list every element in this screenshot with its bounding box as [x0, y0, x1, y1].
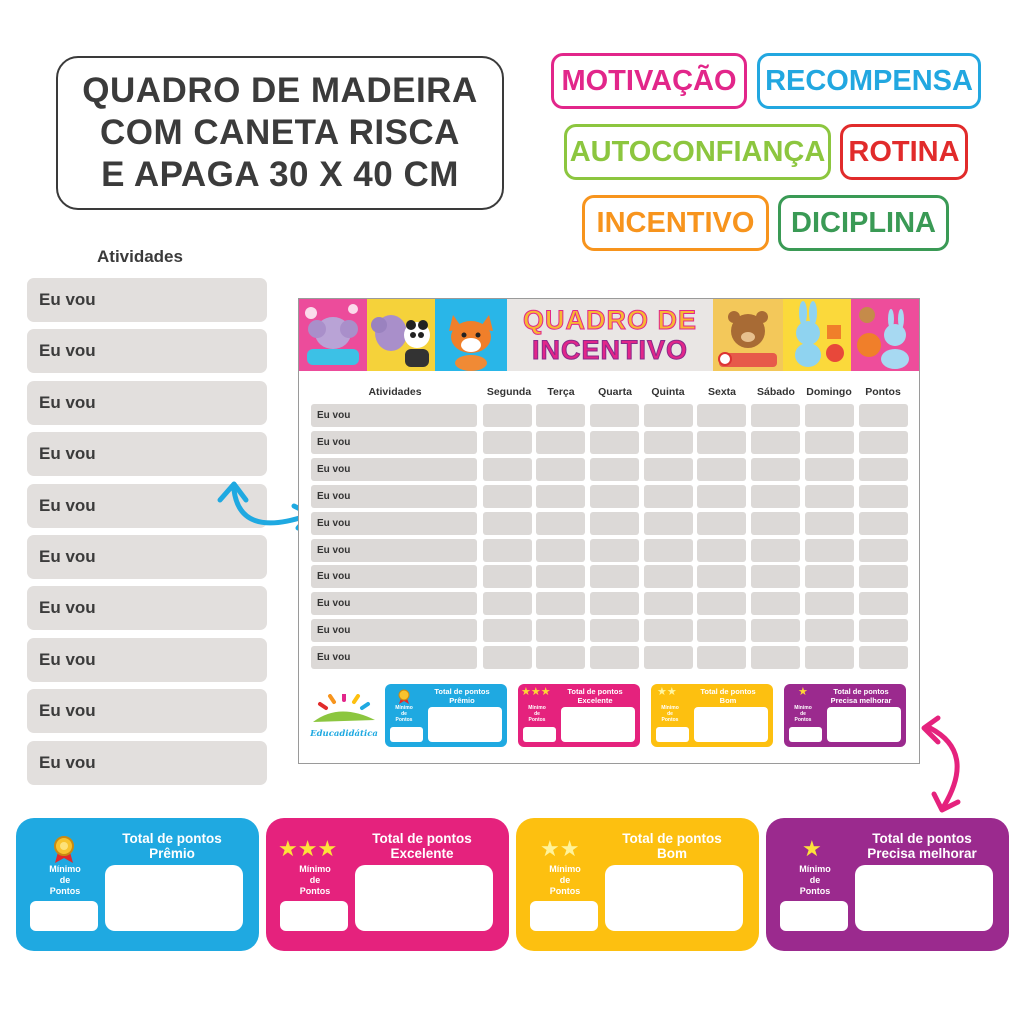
column-header: Domingo: [806, 386, 852, 398]
fox-illustration-icon: [435, 299, 507, 371]
board-cell[interactable]: [697, 619, 746, 642]
board-activity-row[interactable]: Eu vou: [311, 646, 477, 669]
mini-min-label-2: de: [401, 711, 407, 717]
board-cell[interactable]: [697, 512, 746, 535]
board-cell[interactable]: [483, 539, 532, 562]
board-cell[interactable]: [644, 458, 693, 481]
board-cell[interactable]: [805, 431, 854, 454]
min-label-2: de: [559, 875, 571, 885]
board-cell[interactable]: [483, 646, 532, 669]
board-cell[interactable]: [536, 646, 585, 669]
min-label-3: Pontos: [299, 886, 331, 896]
double-arrow-pink-icon: [916, 712, 976, 816]
mini-card-precisa-melhorar: [784, 684, 906, 747]
mini-min-label-3: Pontos: [395, 717, 413, 723]
min-label-1: Mínimo: [299, 864, 331, 874]
mini-card-subtitle: Bom: [719, 695, 737, 705]
side-list-heading: Atividades: [97, 247, 183, 266]
board-activity-row[interactable]: Eu vou: [311, 485, 477, 508]
mini-total-points-box[interactable]: [561, 707, 635, 742]
board-cell[interactable]: [483, 458, 532, 481]
board-cell[interactable]: [751, 458, 800, 481]
board-cell[interactable]: [590, 539, 639, 562]
min-points-box[interactable]: [280, 901, 348, 931]
column-header: Terça: [547, 386, 575, 398]
board-cell[interactable]: [751, 619, 800, 642]
board-activity-row[interactable]: Eu vou: [311, 512, 477, 535]
mini-min-points-box[interactable]: [656, 727, 689, 742]
min-points-box[interactable]: [30, 901, 98, 931]
card-title-1: Total de pontos: [372, 831, 472, 846]
animals-group-illustration-icon: [851, 299, 919, 371]
board-activity-row[interactable]: Eu vou: [311, 619, 477, 642]
board-cell[interactable]: [859, 619, 908, 642]
board-cell[interactable]: [805, 592, 854, 615]
three-stars-icon: ★★★: [278, 836, 338, 861]
board-cell[interactable]: [697, 404, 746, 427]
mini-card-subtitle: Prêmio: [449, 695, 475, 705]
card-premio: [16, 818, 259, 951]
board-cell[interactable]: [805, 646, 854, 669]
board-cell[interactable]: [590, 512, 639, 535]
board-cell[interactable]: [483, 485, 532, 508]
board-activity-row[interactable]: Eu vou: [311, 431, 477, 454]
column-header: Sexta: [707, 386, 737, 398]
product-title-box: [56, 56, 504, 210]
total-points-box[interactable]: [355, 865, 493, 931]
board-cell[interactable]: [751, 592, 800, 615]
min-label-2: de: [809, 875, 821, 885]
min-label-1: Mínimo: [799, 864, 831, 874]
mini-min-label-3: Pontos: [661, 717, 679, 723]
board-cell[interactable]: [859, 458, 908, 481]
tag-rotina: ROTINA: [840, 124, 968, 180]
board-cell[interactable]: [536, 592, 585, 615]
board-activity-row[interactable]: Eu vou: [311, 458, 477, 481]
mini-min-points-box[interactable]: [789, 727, 822, 742]
side-activity-row[interactable]: Eu vou: [27, 741, 267, 785]
board-cell[interactable]: [590, 431, 639, 454]
min-label-1: Mínimo: [49, 864, 81, 874]
min-label-3: Pontos: [799, 886, 831, 896]
tag-motivacao: MOTIVAÇÃO: [551, 53, 747, 109]
board-cell[interactable]: [644, 646, 693, 669]
min-label-3: Pontos: [49, 886, 81, 896]
board-cell[interactable]: [483, 431, 532, 454]
board-cell[interactable]: [483, 565, 532, 588]
board-title: [507, 303, 713, 367]
board-activity-row[interactable]: Eu vou: [311, 539, 477, 562]
board-activity-row[interactable]: Eu vou: [311, 565, 477, 588]
board-cell[interactable]: [859, 565, 908, 588]
board-cell[interactable]: [644, 619, 693, 642]
sun-hill-logo-icon: [309, 694, 379, 724]
three-stars-icon: ★★★: [521, 686, 551, 698]
board-cell[interactable]: [536, 565, 585, 588]
board-cell[interactable]: [805, 485, 854, 508]
total-points-box[interactable]: [105, 865, 243, 931]
tag-autoconfianca: AUTOCONFIANÇA: [564, 124, 831, 180]
board-cell[interactable]: [536, 485, 585, 508]
card-title-1: Total de pontos: [122, 831, 222, 846]
medal-icon: [397, 688, 411, 704]
board-cell[interactable]: [483, 404, 532, 427]
board-cell[interactable]: [751, 646, 800, 669]
board-cell[interactable]: [590, 592, 639, 615]
mini-card-premio: [385, 684, 507, 747]
min-label-1: Mínimo: [549, 864, 581, 874]
side-activity-row[interactable]: Eu vou: [27, 535, 267, 579]
board-cell[interactable]: [751, 404, 800, 427]
min-points-box[interactable]: [780, 901, 848, 931]
card-subtitle: Prêmio: [149, 846, 195, 861]
incentive-board: [298, 298, 920, 764]
one-star-icon: ★: [798, 686, 808, 698]
min-label-3: Pontos: [549, 886, 581, 896]
mini-min-label-2: de: [800, 711, 806, 717]
board-cell[interactable]: [536, 512, 585, 535]
column-header: Pontos: [865, 386, 901, 398]
mini-card-subtitle: Precisa melhorar: [830, 695, 892, 705]
total-points-box[interactable]: [855, 865, 993, 931]
board-cell[interactable]: [751, 485, 800, 508]
board-cell[interactable]: [859, 539, 908, 562]
bear-bed-illustration-icon: [713, 299, 783, 371]
card-title-1: Total de pontos: [622, 831, 722, 846]
card-excelente: [266, 818, 509, 951]
board-cell[interactable]: [751, 565, 800, 588]
mini-card-subtitle: Excelente: [577, 695, 613, 705]
side-activity-row[interactable]: Eu vou: [27, 586, 267, 630]
min-label-2: de: [59, 875, 71, 885]
bunny-toys-illustration-icon: [783, 299, 851, 371]
two-stars-icon: ★★: [540, 836, 580, 861]
mini-card-title-1: Total de pontos: [700, 687, 756, 696]
board-cell[interactable]: [697, 431, 746, 454]
side-activity-row[interactable]: Eu vou: [27, 432, 267, 476]
board-cell[interactable]: [590, 485, 639, 508]
board-cell[interactable]: [644, 431, 693, 454]
board-cell[interactable]: [536, 458, 585, 481]
board-cell[interactable]: [483, 512, 532, 535]
tag-diciplina: DICIPLINA: [778, 195, 949, 251]
card-subtitle: Excelente: [390, 846, 454, 861]
tag-incentivo: INCENTIVO: [582, 195, 769, 251]
title-line-1: QUADRO DE MADEIRA: [82, 71, 478, 110]
board-banner: [299, 299, 919, 371]
mini-card-title-1: Total de pontos: [833, 687, 889, 696]
mini-min-label-1: Mínimo: [794, 705, 812, 711]
card-subtitle: Precisa melhorar: [867, 846, 977, 861]
board-cell[interactable]: [644, 404, 693, 427]
mini-min-label-1: Mínimo: [661, 705, 679, 711]
side-activity-row[interactable]: Eu vou: [27, 484, 267, 528]
column-header: Quarta: [598, 386, 632, 398]
board-title-line-1: QUADRO DE: [522, 305, 697, 335]
board-cell[interactable]: [483, 592, 532, 615]
column-header: Atividades: [368, 386, 422, 398]
side-activity-row[interactable]: Eu vou: [27, 638, 267, 682]
board-activity-row[interactable]: Eu vou: [311, 404, 477, 427]
side-activity-row[interactable]: Eu vou: [27, 689, 267, 733]
card-subtitle: Bom: [657, 846, 687, 861]
mini-card-title-1: Total de pontos: [567, 687, 623, 696]
board-cell[interactable]: [536, 404, 585, 427]
mini-min-points-box[interactable]: [390, 727, 423, 742]
side-activity-row[interactable]: Eu vou: [27, 381, 267, 425]
column-header: Sábado: [757, 386, 795, 398]
board-cell[interactable]: [805, 565, 854, 588]
board-cell[interactable]: [805, 512, 854, 535]
title-line-2: COM CANETA RISCA: [100, 113, 460, 152]
elephant-panda-illustration-icon: [367, 299, 435, 371]
board-cell[interactable]: [697, 592, 746, 615]
card-bom: [516, 818, 759, 951]
board-cell[interactable]: [644, 565, 693, 588]
board-cell[interactable]: [805, 539, 854, 562]
board-cell[interactable]: [697, 539, 746, 562]
board-cell[interactable]: [805, 404, 854, 427]
total-points-box[interactable]: [605, 865, 743, 931]
board-cell[interactable]: [805, 458, 854, 481]
board-cell[interactable]: [751, 539, 800, 562]
board-cell[interactable]: [751, 512, 800, 535]
educadidatica-logo: [309, 694, 379, 740]
board-title-line-2: INCENTIVO: [531, 335, 688, 365]
board-cell[interactable]: [859, 485, 908, 508]
board-activity-row[interactable]: Eu vou: [311, 592, 477, 615]
column-header: Segunda: [486, 386, 532, 398]
board-cell[interactable]: [644, 592, 693, 615]
tag-recompensa: RECOMPENSA: [757, 53, 981, 109]
board-cell[interactable]: [751, 431, 800, 454]
min-points-box[interactable]: [530, 901, 598, 931]
board-cell[interactable]: [697, 485, 746, 508]
column-header: Quinta: [651, 386, 685, 398]
mini-min-label-2: de: [534, 711, 540, 717]
board-cell[interactable]: [536, 619, 585, 642]
board-cell[interactable]: [590, 458, 639, 481]
side-activity-row[interactable]: Eu vou: [27, 278, 267, 322]
one-star-icon: ★: [802, 836, 822, 861]
mini-card-excelente: [518, 684, 640, 747]
board-cell[interactable]: [859, 512, 908, 535]
board-cell[interactable]: [644, 539, 693, 562]
board-cell[interactable]: [859, 646, 908, 669]
mini-total-points-box[interactable]: [428, 707, 502, 742]
board-cell[interactable]: [590, 404, 639, 427]
mini-min-label-3: Pontos: [528, 717, 546, 723]
board-cell[interactable]: [536, 539, 585, 562]
mini-min-label-1: Mínimo: [395, 705, 413, 711]
board-cell[interactable]: [483, 619, 532, 642]
mini-min-label-3: Pontos: [794, 717, 812, 723]
card-title-1: Total de pontos: [872, 831, 972, 846]
card-precisa-melhorar: [766, 818, 1009, 951]
board-cell[interactable]: [859, 404, 908, 427]
board-cell[interactable]: [644, 485, 693, 508]
board-cell[interactable]: [805, 619, 854, 642]
board-cell[interactable]: [590, 565, 639, 588]
board-cell[interactable]: [590, 619, 639, 642]
logo-text: Educadidática: [310, 729, 378, 739]
elephant-bath-illustration-icon: [299, 299, 367, 371]
board-cell[interactable]: [859, 592, 908, 615]
side-activity-row[interactable]: Eu vou: [27, 329, 267, 373]
medal-icon: [52, 834, 76, 864]
board-cell[interactable]: [697, 565, 746, 588]
board-cell[interactable]: [697, 646, 746, 669]
two-stars-icon: ★★: [657, 686, 677, 698]
title-line-3: E APAGA 30 X 40 CM: [101, 155, 459, 194]
mini-total-points-box[interactable]: [827, 707, 901, 742]
mini-card-bom: [651, 684, 773, 747]
mini-card-title-1: Total de pontos: [434, 687, 490, 696]
mini-min-label-1: Mínimo: [528, 705, 546, 711]
mini-total-points-box[interactable]: [694, 707, 768, 742]
board-cell[interactable]: [859, 431, 908, 454]
min-label-2: de: [309, 875, 321, 885]
board-cell[interactable]: [697, 458, 746, 481]
mini-min-points-box[interactable]: [523, 727, 556, 742]
board-cell[interactable]: [644, 512, 693, 535]
board-cell[interactable]: [536, 431, 585, 454]
mini-min-label-2: de: [667, 711, 673, 717]
board-cell[interactable]: [590, 646, 639, 669]
